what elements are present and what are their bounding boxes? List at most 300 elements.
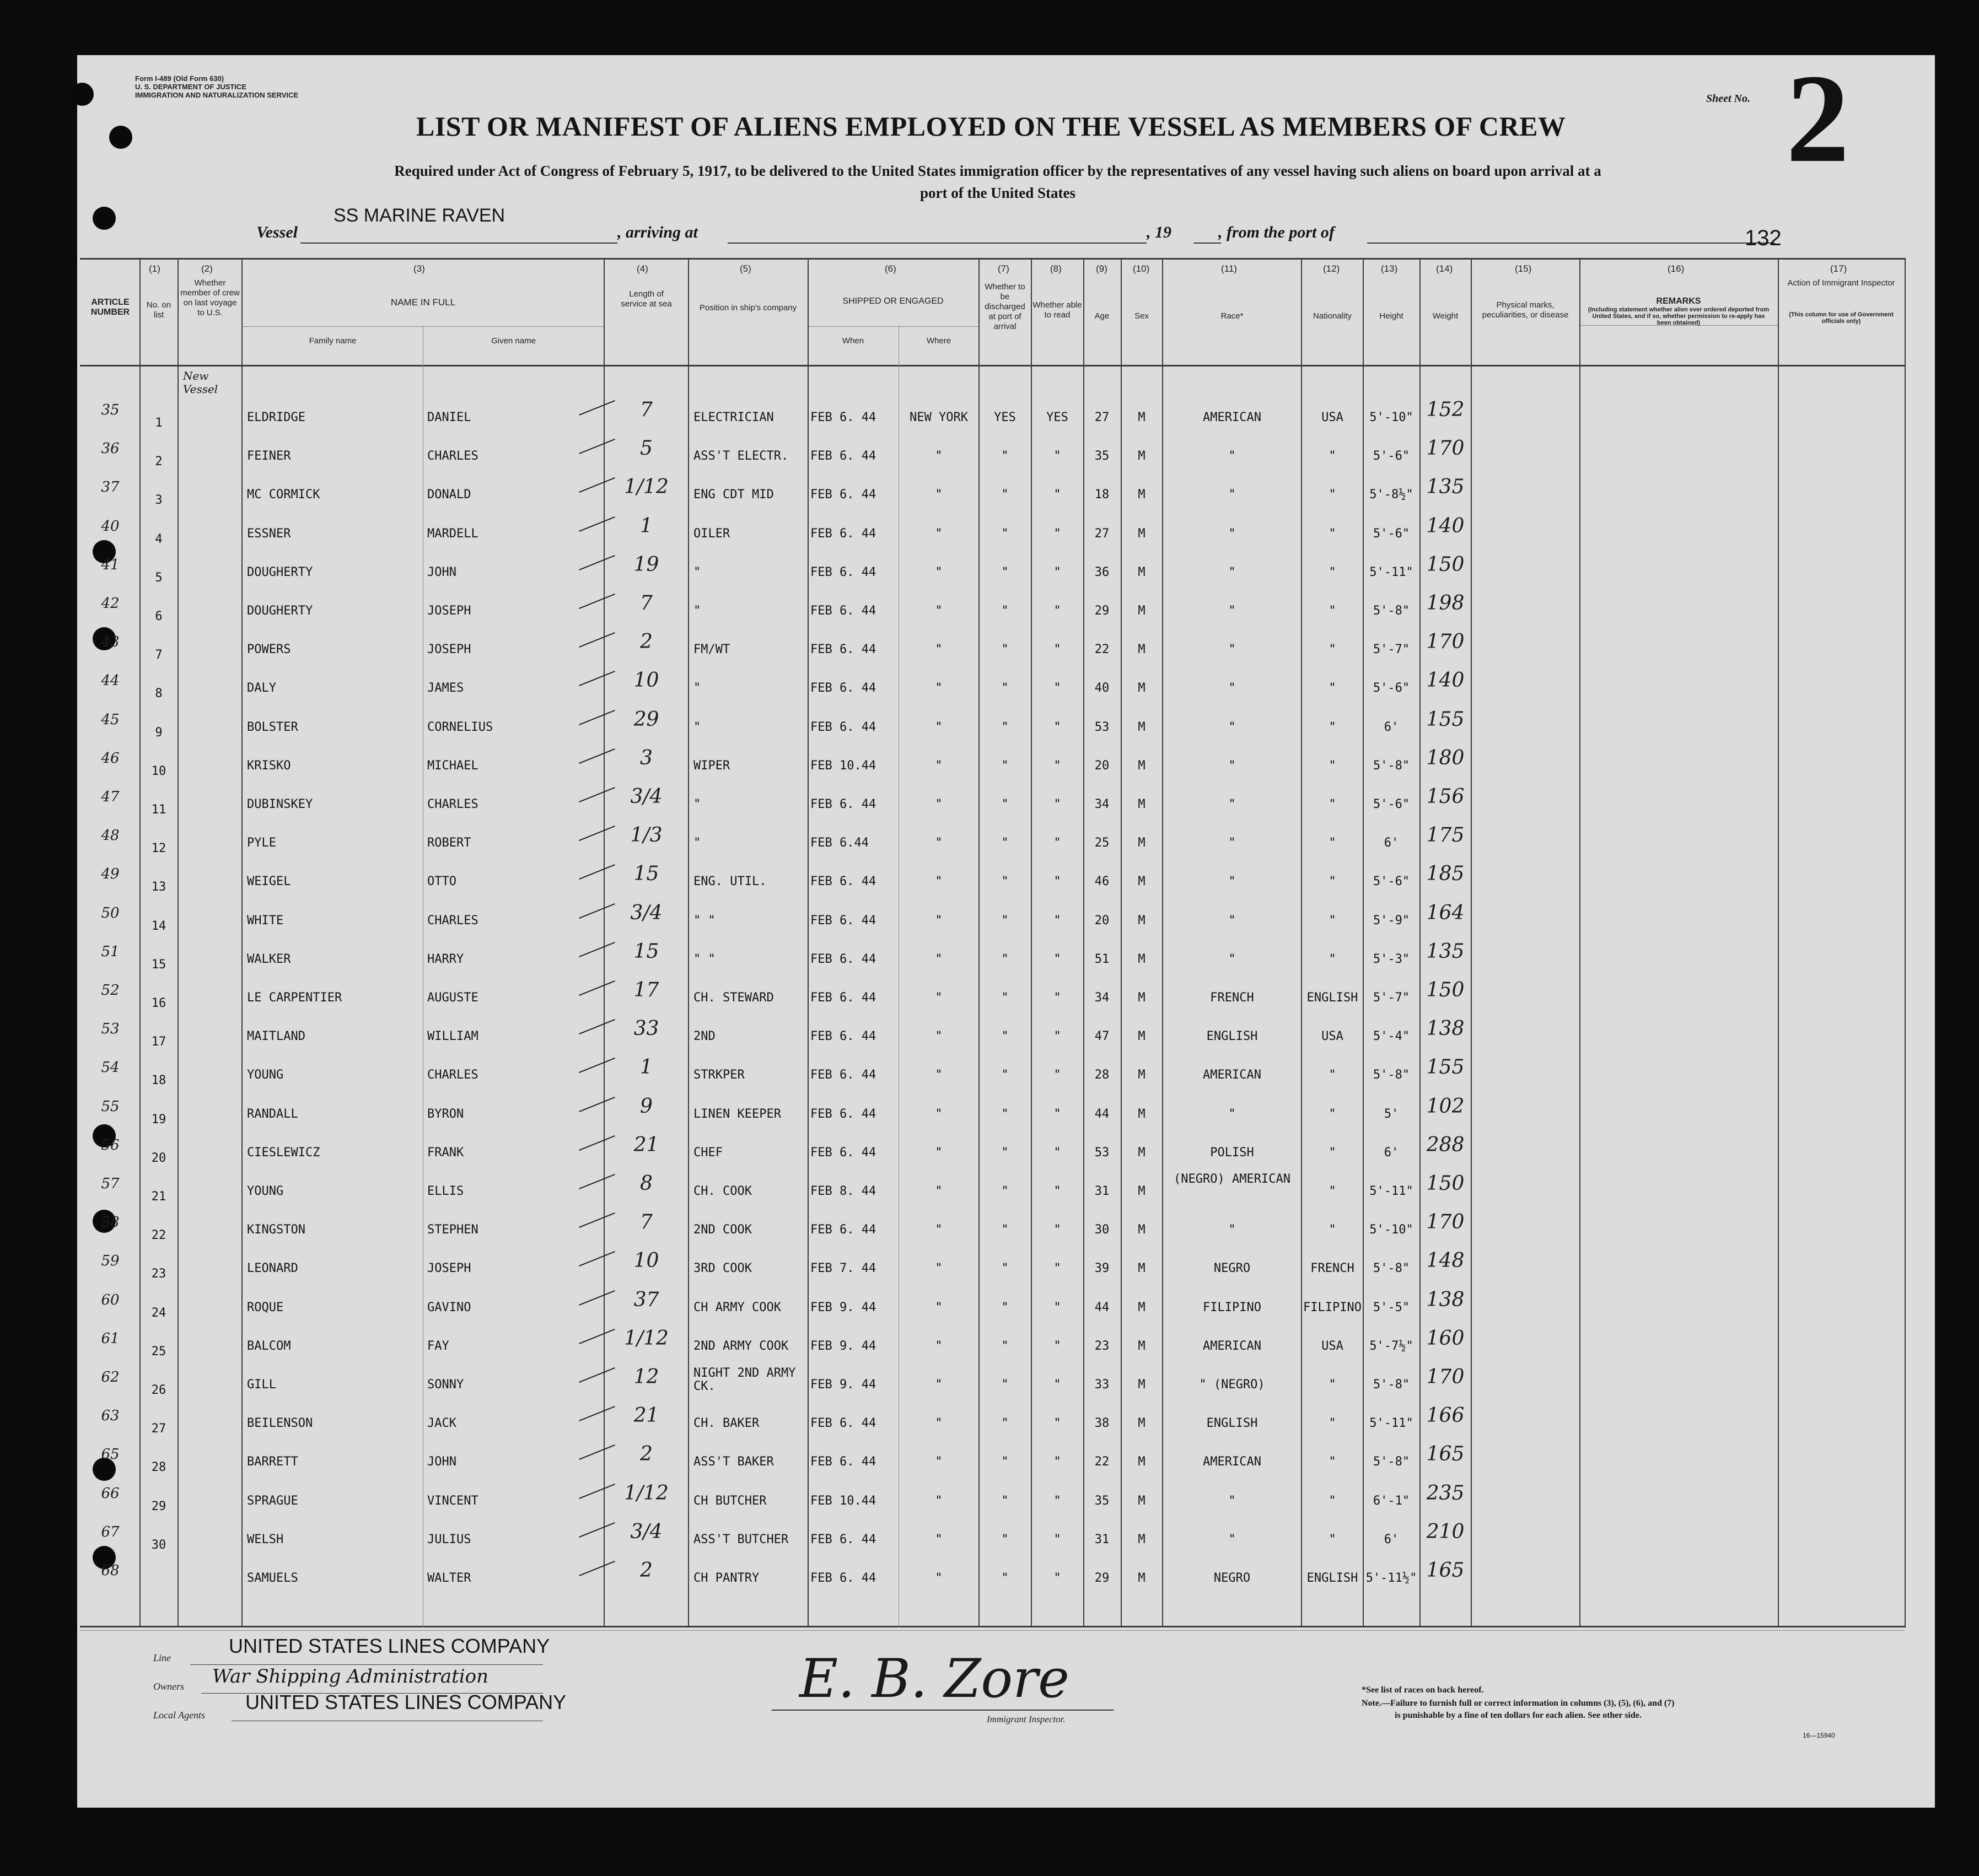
row-position: FM/WT [693, 643, 730, 656]
row-given-name: CHARLES [427, 449, 478, 463]
row-discharged: " [1001, 1455, 1009, 1469]
row-shipped-when: FEB 6. 44 [810, 1416, 876, 1430]
row-height: 6' [1384, 836, 1399, 850]
header-when: When [842, 336, 864, 346]
row-list-number: 22 [151, 1228, 166, 1242]
row-able-to-read: " [1053, 1068, 1061, 1082]
row-discharged: " [1001, 527, 1009, 541]
row-article-number: 37 [101, 479, 120, 495]
row-weight: 140 [1426, 515, 1465, 537]
row-able-to-read: " [1053, 643, 1061, 656]
row-race: " [1228, 604, 1236, 618]
row-length-of-service: 21 [633, 1404, 659, 1427]
column-number: (16) [1668, 263, 1685, 274]
column-number: (11) [1221, 263, 1237, 274]
row-able-to-read: " [1053, 797, 1061, 811]
row-race: " [1228, 797, 1236, 811]
row-length-of-service: 19 [633, 553, 659, 576]
row-shipped-where: " [935, 1184, 943, 1198]
row-family-name: BARRETT [247, 1455, 298, 1469]
header-physical-marks: Physical marks, peculiarities, or disease [1482, 300, 1569, 320]
row-able-to-read: " [1053, 1416, 1061, 1430]
row-sex: M [1138, 952, 1146, 966]
row-family-name: YOUNG [247, 1068, 284, 1082]
row-sex: M [1138, 643, 1146, 656]
row-weight: 152 [1426, 398, 1465, 421]
row-shipped-where: " [935, 527, 943, 541]
row-shipped-where: " [935, 991, 943, 1005]
header-no-on-list: No. on list [146, 300, 171, 320]
row-article-number: 56 [101, 1137, 120, 1153]
row-list-number: 27 [151, 1422, 166, 1436]
signature-line [772, 1710, 1114, 1711]
row-weight: 150 [1426, 979, 1465, 1001]
row-shipped-when: FEB 6. 44 [810, 681, 876, 695]
row-family-name: SAMUELS [247, 1571, 298, 1585]
row-sex: M [1138, 720, 1146, 734]
row-nationality: " [1329, 488, 1336, 502]
row-shipped-where: " [935, 1301, 943, 1314]
row-nationality: " [1329, 875, 1336, 888]
row-weight: 235 [1426, 1482, 1465, 1505]
row-weight: 135 [1426, 940, 1465, 963]
row-family-name: RANDALL [247, 1107, 298, 1121]
row-shipped-when: FEB 6. 44 [810, 797, 876, 811]
column-rule [1905, 258, 1906, 1627]
row-list-number: 11 [151, 803, 166, 817]
header-name-in-full: NAME IN FULL [390, 297, 456, 308]
row-family-name: BALCOM [247, 1339, 291, 1353]
row-race: ENGLISH [1206, 1029, 1258, 1043]
row-shipped-where: " [935, 681, 943, 695]
row-discharged: " [1001, 1571, 1009, 1585]
row-discharged: " [1001, 604, 1009, 618]
row-weight: 165 [1426, 1559, 1465, 1582]
subtitle-line: Required under Act of Congress of February 5, 1917, to be delivered to the United States immigration officer by the representatives of any vessel having such aliens on board upon arrival at a [394, 163, 1601, 179]
line-label: Line [153, 1652, 171, 1663]
row-position: 2ND [693, 1029, 716, 1043]
row-weight: 170 [1426, 437, 1465, 460]
row-sex: M [1138, 759, 1146, 773]
row-sex: M [1138, 449, 1146, 463]
row-sex: M [1138, 1107, 1146, 1121]
row-position: 2ND COOK [693, 1223, 752, 1237]
row-height: 5'-6" [1373, 875, 1410, 888]
row-position: " [693, 836, 701, 850]
row-family-name: ROQUE [247, 1301, 284, 1314]
row-nationality: " [1329, 1223, 1336, 1237]
row-shipped-where: " [935, 1223, 943, 1237]
footer-rule [80, 1630, 1905, 1631]
header-inspector-action: Action of Immigrant Inspector [1787, 278, 1895, 288]
row-family-name: KRISKO [247, 759, 291, 773]
header-height: Height [1379, 311, 1403, 321]
row-discharged: " [1001, 565, 1009, 579]
agents-value: UNITED STATES LINES COMPANY [245, 1691, 567, 1713]
row-discharged: " [1001, 449, 1009, 463]
table-bottom-rule [80, 1626, 1905, 1627]
row-able-to-read: " [1053, 1571, 1061, 1585]
row-position: " [693, 720, 701, 734]
row-discharged: " [1001, 1494, 1009, 1508]
row-given-name: GAVINO [427, 1301, 471, 1314]
column-rule [139, 258, 141, 1627]
row-position: " [693, 681, 701, 695]
row-list-number: 9 [155, 726, 163, 740]
row-weight: 138 [1426, 1289, 1465, 1311]
row-length-of-service: 2 [640, 1559, 653, 1582]
row-race: AMERICAN [1203, 411, 1261, 424]
header-length-of-service: Length of service at sea [621, 289, 672, 309]
row-list-number: 12 [151, 842, 166, 855]
row-height: 5'-8½" [1369, 488, 1413, 502]
row-length-of-service: 3 [640, 747, 653, 769]
row-height: 5'-8" [1373, 604, 1410, 618]
row-able-to-read: " [1053, 1107, 1061, 1121]
row-length-of-service: 37 [633, 1289, 659, 1311]
row-article-number: 42 [101, 595, 120, 612]
row-list-number: 7 [155, 648, 163, 662]
row-given-name: ELLIS [427, 1184, 464, 1198]
row-height: 5'-7½" [1369, 1339, 1413, 1353]
row-age: 39 [1094, 1262, 1110, 1275]
header-where: Where [926, 336, 951, 346]
row-age: 51 [1094, 952, 1110, 966]
row-shipped-when: FEB 6. 44 [810, 449, 876, 463]
row-given-name: AUGUSTE [427, 991, 478, 1005]
row-sex: M [1138, 1416, 1146, 1430]
row-list-number: 30 [151, 1538, 166, 1552]
row-length-of-service: 12 [633, 1366, 659, 1388]
row-nationality: " [1329, 643, 1336, 656]
header-article-number: ARTICLE NUMBER [90, 298, 130, 317]
row-age: 27 [1094, 411, 1110, 424]
row-nationality: USA [1321, 1339, 1343, 1353]
row-shipped-where: NEW YORK [910, 411, 968, 424]
row-age: 18 [1094, 488, 1110, 502]
row-age: 20 [1094, 759, 1110, 773]
row-age: 29 [1094, 604, 1110, 618]
row-shipped-when: FEB 6. 44 [810, 488, 876, 502]
row-article-number: 53 [101, 1021, 120, 1037]
row-shipped-when: FEB 6. 44 [810, 1455, 876, 1469]
row-height: 5'-8" [1373, 1378, 1410, 1392]
row-article-number: 45 [101, 711, 120, 728]
row-age: 22 [1094, 643, 1110, 656]
row-nationality: " [1329, 1184, 1336, 1198]
row-age: 31 [1094, 1533, 1110, 1546]
row-length-of-service: 15 [633, 862, 659, 885]
row-shipped-when: FEB 6. 44 [810, 875, 876, 888]
row-shipped-when: FEB 7. 44 [810, 1262, 876, 1275]
row-shipped-where: " [935, 875, 943, 888]
row-discharged: " [1001, 875, 1009, 888]
row-sex: M [1138, 1533, 1146, 1546]
row-article-number: 66 [101, 1485, 120, 1502]
row-list-number: 25 [151, 1345, 166, 1359]
row-sex: M [1138, 1339, 1146, 1353]
column-number: (5) [740, 263, 751, 274]
year-label: , 19 [1147, 223, 1171, 241]
row-article-number: 40 [101, 518, 120, 535]
row-age: 33 [1094, 1378, 1110, 1392]
row-list-number: 14 [151, 919, 166, 933]
row-length-of-service: 7 [640, 398, 653, 421]
row-given-name: DANIEL [427, 411, 471, 424]
row-position: " [693, 797, 701, 811]
column-number: (17) [1830, 263, 1847, 274]
row-shipped-when: FEB 6. 44 [810, 1068, 876, 1082]
header-nationality: Nationality [1313, 311, 1352, 321]
punch-hole [93, 207, 116, 230]
row-race: ENGLISH [1206, 1416, 1258, 1430]
row-discharged: " [1001, 1533, 1009, 1546]
row-race: AMERICAN [1203, 1339, 1261, 1353]
row-height: 5'-11" [1369, 1416, 1413, 1430]
row-list-number: 19 [151, 1113, 166, 1126]
row-discharged: " [1001, 797, 1009, 811]
row-race: POLISH [1210, 1146, 1254, 1160]
row-race: (NEGRO) AMERICAN [1174, 1172, 1290, 1186]
row-shipped-where: " [935, 1571, 943, 1585]
row-article-number: 52 [101, 982, 120, 999]
row-discharged: " [1001, 720, 1009, 734]
port-underline [1367, 242, 1775, 244]
row-shipped-where: " [935, 720, 943, 734]
row-length-of-service: 33 [633, 1017, 659, 1040]
penalty-note-line: Note.—Failure to furnish full or correct information in columns (3), (5), (6), and (7) [1362, 1699, 1675, 1708]
races-note: *See list of races on back hereof. [1362, 1685, 1484, 1695]
row-family-name: MC CORMICK [247, 488, 320, 502]
column-number: (6) [885, 263, 896, 274]
row-height: 5'-3" [1373, 952, 1410, 966]
row-position: ASS'T ELECTR. [693, 449, 789, 463]
row-race: " [1228, 1223, 1236, 1237]
row-article-number: 62 [101, 1369, 120, 1386]
row-nationality: " [1329, 565, 1336, 579]
vessel-underline [300, 242, 617, 244]
column-rule [1471, 258, 1472, 1627]
header-age: Age [1094, 311, 1110, 321]
row-position: OILER [693, 527, 730, 541]
row-family-name: CIESLEWICZ [247, 1146, 320, 1160]
row-position: NIGHT 2ND ARMY CK. [693, 1366, 796, 1393]
header-discharged: Whether to be discharged at port of arrival [985, 282, 1025, 331]
row-able-to-read: YES [1046, 411, 1068, 424]
row-shipped-when: FEB 6. 44 [810, 1223, 876, 1237]
row-length-of-service: 3/4 [630, 1521, 663, 1543]
row-given-name: JAMES [427, 681, 464, 695]
row-able-to-read: " [1053, 759, 1061, 773]
row-shipped-when: FEB 6. 44 [810, 914, 876, 928]
row-given-name: OTTO [427, 875, 456, 888]
row-race: " [1228, 720, 1236, 734]
row-shipped-where: " [935, 836, 943, 850]
row-shipped-where: " [935, 1378, 943, 1392]
row-given-name: JOSEPH [427, 643, 471, 656]
row-shipped-when: FEB 6. 44 [810, 643, 876, 656]
row-able-to-read: " [1053, 604, 1061, 618]
row-position: ASS'T BUTCHER [693, 1533, 789, 1546]
row-article-number: 36 [101, 440, 120, 457]
row-shipped-when: FEB 6. 44 [810, 952, 876, 966]
header-last-voyage: Whether member of crew on last voyage to U.S. [180, 278, 240, 317]
row-height: 5'-11" [1369, 565, 1413, 579]
row-length-of-service: 1/12 [624, 1327, 669, 1350]
row-able-to-read: " [1053, 1533, 1061, 1546]
row-family-name: DUBINSKEY [247, 797, 313, 811]
row-position: CH. BAKER [693, 1416, 760, 1430]
row-discharged: " [1001, 1223, 1009, 1237]
line-value: UNITED STATES LINES COMPANY [229, 1635, 550, 1657]
row-discharged: " [1001, 681, 1009, 695]
row-length-of-service: 1 [640, 515, 653, 537]
row-nationality: " [1329, 914, 1336, 928]
row-article-number: 58 [101, 1214, 120, 1231]
form-number-line: Form I-489 (Old Form 630) [135, 74, 224, 83]
row-weight: 198 [1426, 592, 1465, 614]
row-able-to-read: " [1053, 875, 1061, 888]
column-rule [688, 258, 689, 1627]
row-nationality: " [1329, 720, 1336, 734]
row-given-name: MICHAEL [427, 759, 478, 773]
row-list-number: 17 [151, 1035, 166, 1049]
sheet-label: Sheet No. [1706, 93, 1750, 105]
row-age: 44 [1094, 1107, 1110, 1121]
row-length-of-service: 7 [640, 592, 653, 614]
row-length-of-service: 10 [633, 669, 659, 692]
row-discharged: " [1001, 1029, 1009, 1043]
row-race: " [1228, 565, 1236, 579]
row-article-number: 49 [101, 866, 120, 882]
row-sex: M [1138, 681, 1146, 695]
table-header-rule [80, 365, 1905, 366]
row-height: 5'-8" [1373, 1068, 1410, 1082]
row-given-name: SONNY [427, 1378, 464, 1392]
row-shipped-when: FEB 6. 44 [810, 565, 876, 579]
row-race: AMERICAN [1203, 1455, 1261, 1469]
row-able-to-read: " [1053, 914, 1061, 928]
row-age: 23 [1094, 1339, 1110, 1353]
row-nationality: " [1329, 759, 1336, 773]
row-discharged: " [1001, 1184, 1009, 1198]
row-race: FRENCH [1210, 991, 1254, 1005]
row-position: ELECTRICIAN [693, 411, 774, 424]
row-age: 53 [1094, 1146, 1110, 1160]
row-able-to-read: " [1053, 1184, 1061, 1198]
row-nationality: " [1329, 797, 1336, 811]
row-family-name: WALKER [247, 952, 291, 966]
row-able-to-read: " [1053, 527, 1061, 541]
row-sex: M [1138, 836, 1146, 850]
row-height: 5' [1384, 1107, 1399, 1121]
row-height: 6' [1384, 1533, 1399, 1546]
row-nationality: " [1329, 527, 1336, 541]
row-shipped-where: " [935, 1533, 943, 1546]
row-height: 5'-9" [1373, 914, 1410, 928]
row-able-to-read: " [1053, 720, 1061, 734]
column-number: (10) [1133, 263, 1150, 274]
row-family-name: BEILENSON [247, 1416, 313, 1430]
row-shipped-when: FEB 6. 44 [810, 527, 876, 541]
row-height: 5'-10" [1369, 1223, 1413, 1237]
print-code: 16—15940 [1803, 1732, 1835, 1739]
row-article-number: 41 [101, 557, 120, 573]
row-shipped-where: " [935, 1494, 943, 1508]
row-sex: M [1138, 1068, 1146, 1082]
row-age: 30 [1094, 1223, 1110, 1237]
row-nationality: USA [1321, 411, 1343, 424]
row-list-number: 1 [155, 416, 163, 430]
row-list-number: 26 [151, 1383, 166, 1397]
row-given-name: VINCENT [427, 1494, 478, 1508]
row-article-number: 59 [101, 1253, 120, 1269]
service-line: IMMIGRATION AND NATURALIZATION SERVICE [135, 91, 299, 99]
row-race: " [1228, 875, 1236, 888]
row-race: AMERICAN [1203, 1068, 1261, 1082]
row-race: FILIPINO [1203, 1301, 1261, 1314]
row-article-number: 55 [101, 1098, 120, 1115]
row-able-to-read: " [1053, 681, 1061, 695]
row-family-name: MAITLAND [247, 1029, 305, 1043]
row-weight: 175 [1426, 824, 1465, 847]
row-sex: M [1138, 1378, 1146, 1392]
row-able-to-read: " [1053, 449, 1061, 463]
row-sex: M [1138, 488, 1146, 502]
row-discharged: " [1001, 1416, 1009, 1430]
header-position: Position in ship's company [699, 303, 797, 312]
row-height: 5'-11½" [1365, 1571, 1417, 1585]
row-able-to-read: " [1053, 488, 1061, 502]
row-length-of-service: 15 [633, 940, 659, 963]
row-list-number: 20 [151, 1151, 166, 1165]
row-length-of-service: 10 [633, 1249, 659, 1272]
header-family-name: Family name [309, 336, 357, 346]
row-list-number: 29 [151, 1500, 166, 1513]
header-shipped-engaged: SHIPPED OR ENGAGED [842, 297, 944, 306]
row-family-name: SPRAGUE [247, 1494, 298, 1508]
row-given-name: JOHN [427, 565, 456, 579]
page-title: LIST OR MANIFEST OF ALIENS EMPLOYED ON THE VESSEL AS MEMBERS OF CREW [416, 111, 1566, 142]
row-sex: M [1138, 797, 1146, 811]
row-given-name: CHARLES [427, 797, 478, 811]
row-position: LINEN KEEPER [693, 1107, 781, 1121]
row-race: " [1228, 643, 1236, 656]
column-rule [178, 258, 179, 1627]
row-nationality: " [1329, 1416, 1336, 1430]
row-race: " [1228, 488, 1236, 502]
row-list-number: 16 [151, 996, 166, 1010]
row-nationality: " [1329, 1107, 1336, 1121]
row-given-name: CHARLES [427, 1068, 478, 1082]
header-subrule [808, 326, 978, 327]
column-rule [1579, 258, 1580, 1627]
row-article-number: 68 [101, 1562, 120, 1579]
row-family-name: WEIGEL [247, 875, 291, 888]
row-list-number: 21 [151, 1190, 166, 1204]
page-subtitle [171, 160, 1825, 204]
penalty-note [1362, 1697, 1675, 1722]
row-discharged: " [1001, 759, 1009, 773]
row-article-number: 50 [101, 905, 120, 921]
row-weight: 180 [1426, 747, 1465, 769]
row-article-number: 54 [101, 1059, 120, 1076]
row-shipped-when: FEB 6. 44 [810, 991, 876, 1005]
row-length-of-service: 7 [640, 1211, 653, 1233]
row-able-to-read: " [1053, 1146, 1061, 1160]
row-position: CH. COOK [693, 1184, 752, 1198]
row-given-name: MARDELL [427, 527, 478, 541]
